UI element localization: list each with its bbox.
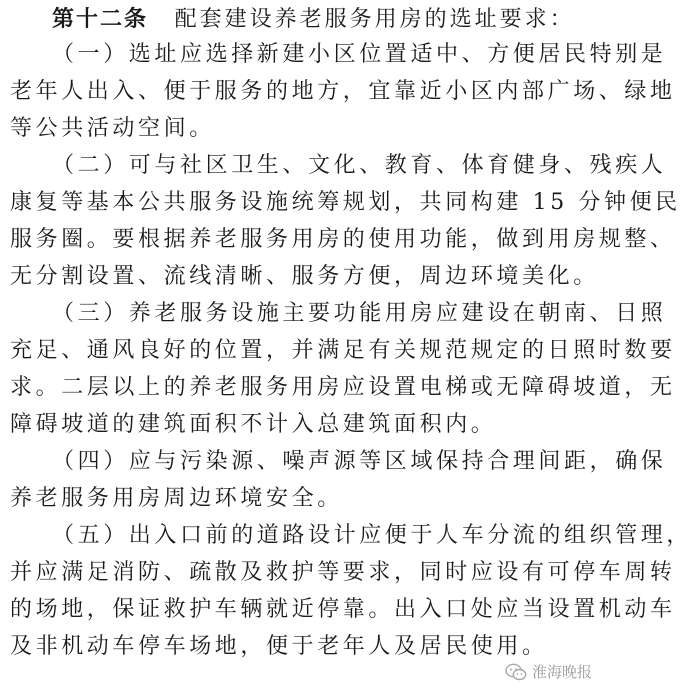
paragraph-3-line-3: 求。二层以上的养老服务用房应设置电梯或无障碍坡道，无 <box>10 375 676 400</box>
paragraph-4-line-2: 养老服务用房周边环境安全。 <box>10 486 343 511</box>
paragraph-1-line-2: 老年人出入、便于服务的地方，宜靠近小区内部广场、绿地 <box>10 79 676 104</box>
article-number: 第十二条 <box>52 6 149 32</box>
source-watermark <box>505 661 592 682</box>
paragraph-4-line-1: （四）应与污染源、噪声源等区域保持合理间距，确保 <box>52 449 667 474</box>
paragraph-1-line-1: （一）选址应选择新建小区位置适中、方便居民特别是 <box>52 42 667 67</box>
paragraph-2-line-3: 服务圈。要根据养老服务用房的使用功能，做到用房规整、 <box>10 227 676 252</box>
paragraph-5-line-3: 的场地，保证救护车辆就近停靠。出入口处应当设置机动车 <box>10 597 676 622</box>
article-title: 配套建设养老服务用房的选址要求： <box>174 7 575 32</box>
paragraph-5-line-1: （五）出入口前的道路设计应便于人车分流的组织管理， <box>52 523 692 548</box>
paragraph-3-line-1: （三）养老服务设施主要功能用房应建设在朝南、日照 <box>52 301 667 326</box>
paragraph-5-line-4: 及非机动车停车场地，便于老年人及居民使用。 <box>10 634 548 659</box>
paragraph-3-line-2: 充足、通风良好的位置，并满足有关规范规定的日照时数要 <box>10 338 676 363</box>
paragraph-3-line-4: 障碍坡道的建筑面积不计入总建筑面积内。 <box>10 412 497 437</box>
wechat-icon <box>505 663 527 681</box>
paragraph-5-line-2: 并应满足消防、疏散及救护等要求，同时应设有可停车周转 <box>10 560 676 585</box>
article-heading <box>52 4 592 35</box>
paragraph-2-line-4: 无分割设置、流线清晰、服务方便，周边环境美化。 <box>10 264 599 289</box>
paragraph-2-line-2: 康复等基本公共服务设施统筹规划，共同构建 15 分钟便民 <box>10 190 681 215</box>
paragraph-2-line-1: （二）可与社区卫生、文化、教育、体育健身、残疾人 <box>52 153 667 178</box>
watermark-text: 淮海晚报 <box>531 663 592 681</box>
paragraph-1-line-3: 等公共活动空间。 <box>10 116 215 141</box>
